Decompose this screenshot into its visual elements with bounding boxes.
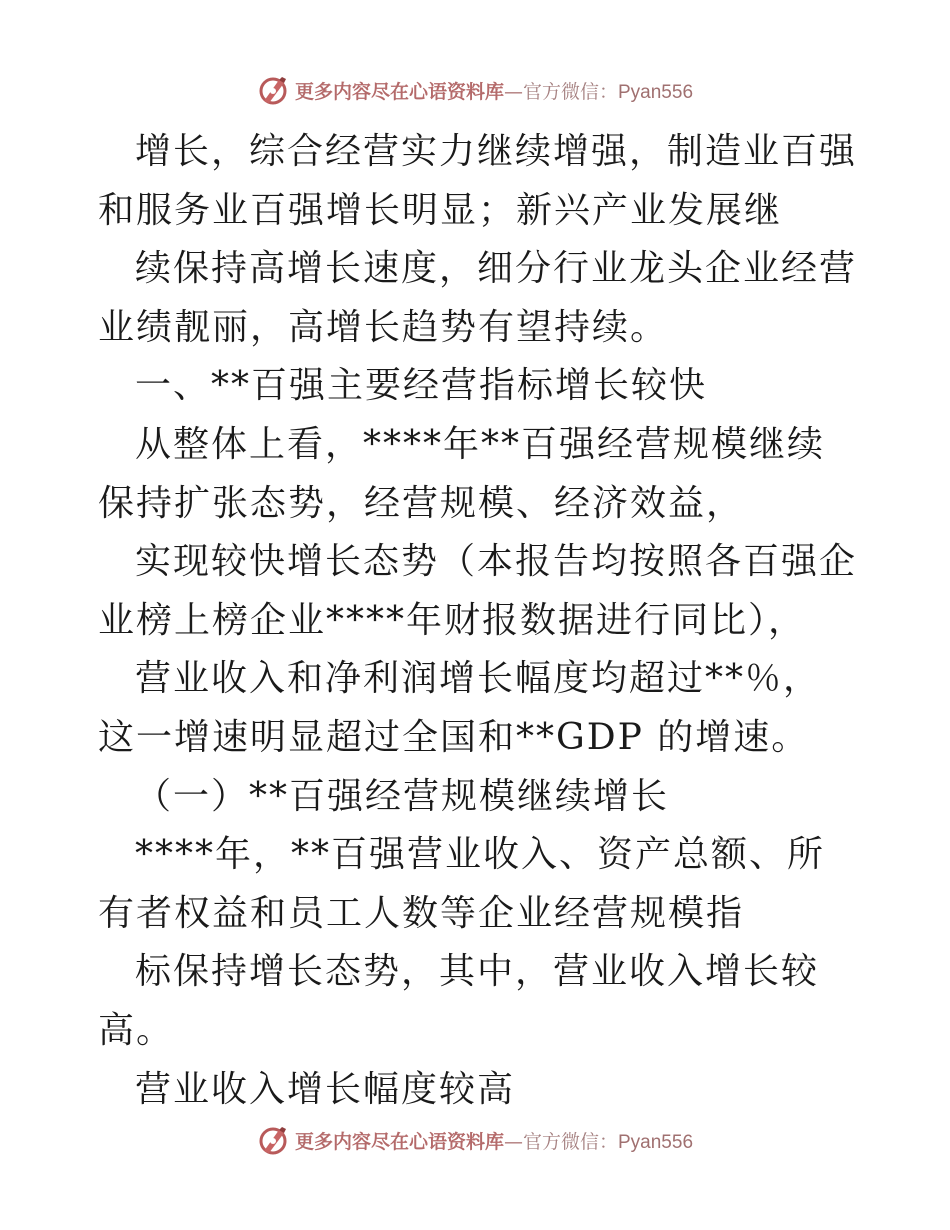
paragraph: 营业收入和净利润增长幅度均超过**％，这一增速明显超过全国和**GDP 的增速。	[98, 658, 822, 758]
section-heading: 一、**百强主要经营指标增长较快	[135, 365, 708, 407]
pen-circle-logo-icon	[257, 74, 289, 106]
watermark-separator: —	[503, 80, 523, 103]
paragraph: ****年，**百强营业收入、资产总额、所有者权益和员工人数等企业经营规模指	[98, 834, 826, 934]
watermark-site-name: 更多内容尽在心语资料库	[294, 80, 504, 103]
watermark-header	[0, 70, 950, 110]
watermark-footer	[0, 1120, 950, 1160]
watermark-text	[295, 77, 693, 104]
paragraph: 从整体上看，****年**百强经营规模继续保持扩张态势，经营规模、经济效益，	[98, 423, 826, 524]
subsection-heading: （一）**百强经营规模继续增长	[135, 775, 670, 817]
paragraph: 续保持高增长速度，细分行业龙头企业经营业绩靓丽，高增长趋势有望持续。	[98, 248, 858, 348]
paragraph: 标保持增长态势，其中，营业收入增长较高。	[98, 951, 820, 1051]
watermark-wechat-label: 官方微信：	[522, 1130, 618, 1153]
watermark-site-name: 更多内容尽在心语资料库	[294, 1130, 504, 1153]
watermark-wechat-id: Pyan556	[618, 81, 694, 103]
watermark-wechat-id: Pyan556	[618, 1131, 694, 1153]
watermark-separator: —	[503, 1130, 523, 1153]
watermark-wechat-label: 官方微信：	[522, 80, 618, 103]
paragraph: 营业收入增长幅度较高	[135, 1068, 516, 1110]
paragraph: 增长，综合经营实力继续增强，制造业百强和服务业百强增长明显；新兴产业发展继	[98, 131, 858, 231]
pen-circle-logo-icon	[257, 1124, 289, 1156]
document-body	[98, 123, 858, 1119]
watermark-text	[295, 1127, 693, 1154]
paragraph: 实现较快增长态势（本报告均按照各百强企业榜上榜企业****年财报数据进行同比），	[98, 541, 858, 641]
